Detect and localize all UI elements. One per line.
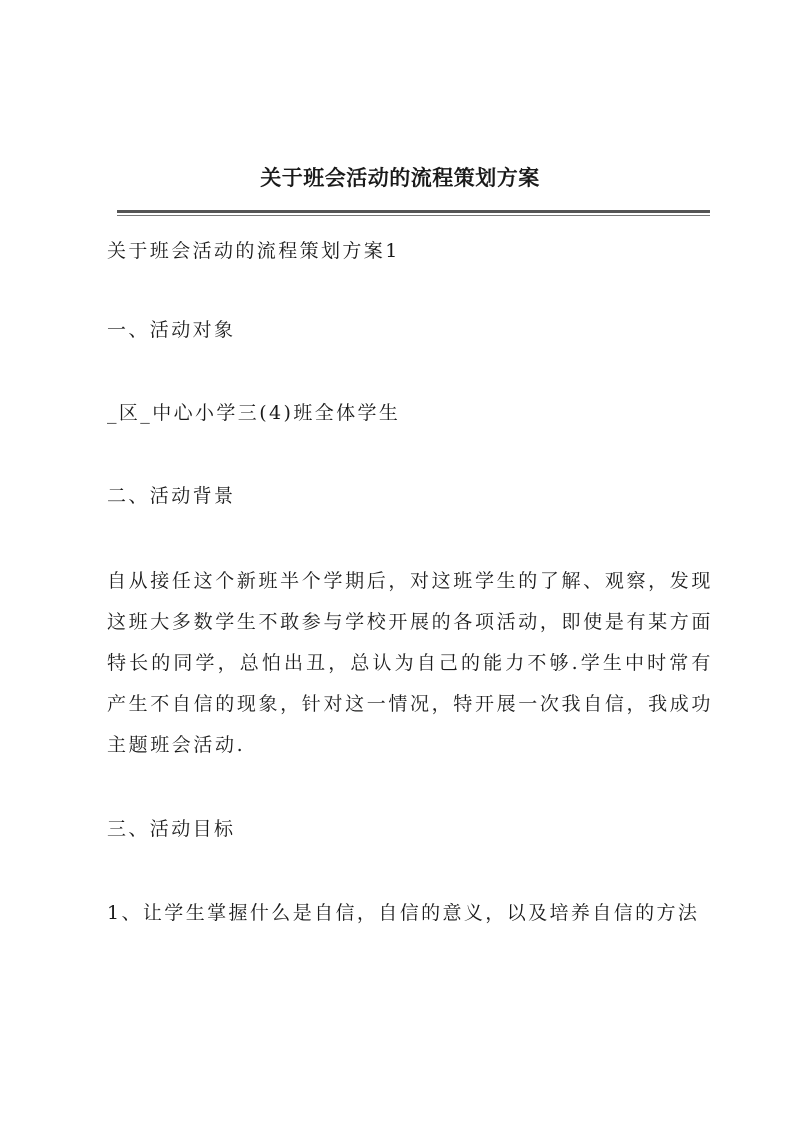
background-paragraph: 自从接任这个新班半个学期后，对这班学生的了解、观察，发现这班大多数学生不敢参与学校开展的各项活动，即使是有某方面特长的同学，总怕出丑，总认为自己的能力不够.学生中时常有产生不自信的现象，针对这一情况，特开展一次我自信，我成功主题班会活动. [107,570,713,756]
target-description: _区_中心小学三(4)班全体学生 [107,402,401,424]
title-divider [117,210,710,213]
section-heading-goals: 三、活动目标 [107,818,236,840]
goal-item-1: 1、让学生掌握什么是自信，自信的意义，以及培养自信的方法 [107,902,700,924]
section-heading-plan: 关于班会活动的流程策划方案1 [107,240,400,262]
document-title: 关于班会活动的流程策划方案 [260,165,540,190]
title-divider-thin [117,215,710,216]
section-heading-background: 二、活动背景 [107,485,236,507]
section-heading-target: 一、活动对象 [107,319,236,341]
